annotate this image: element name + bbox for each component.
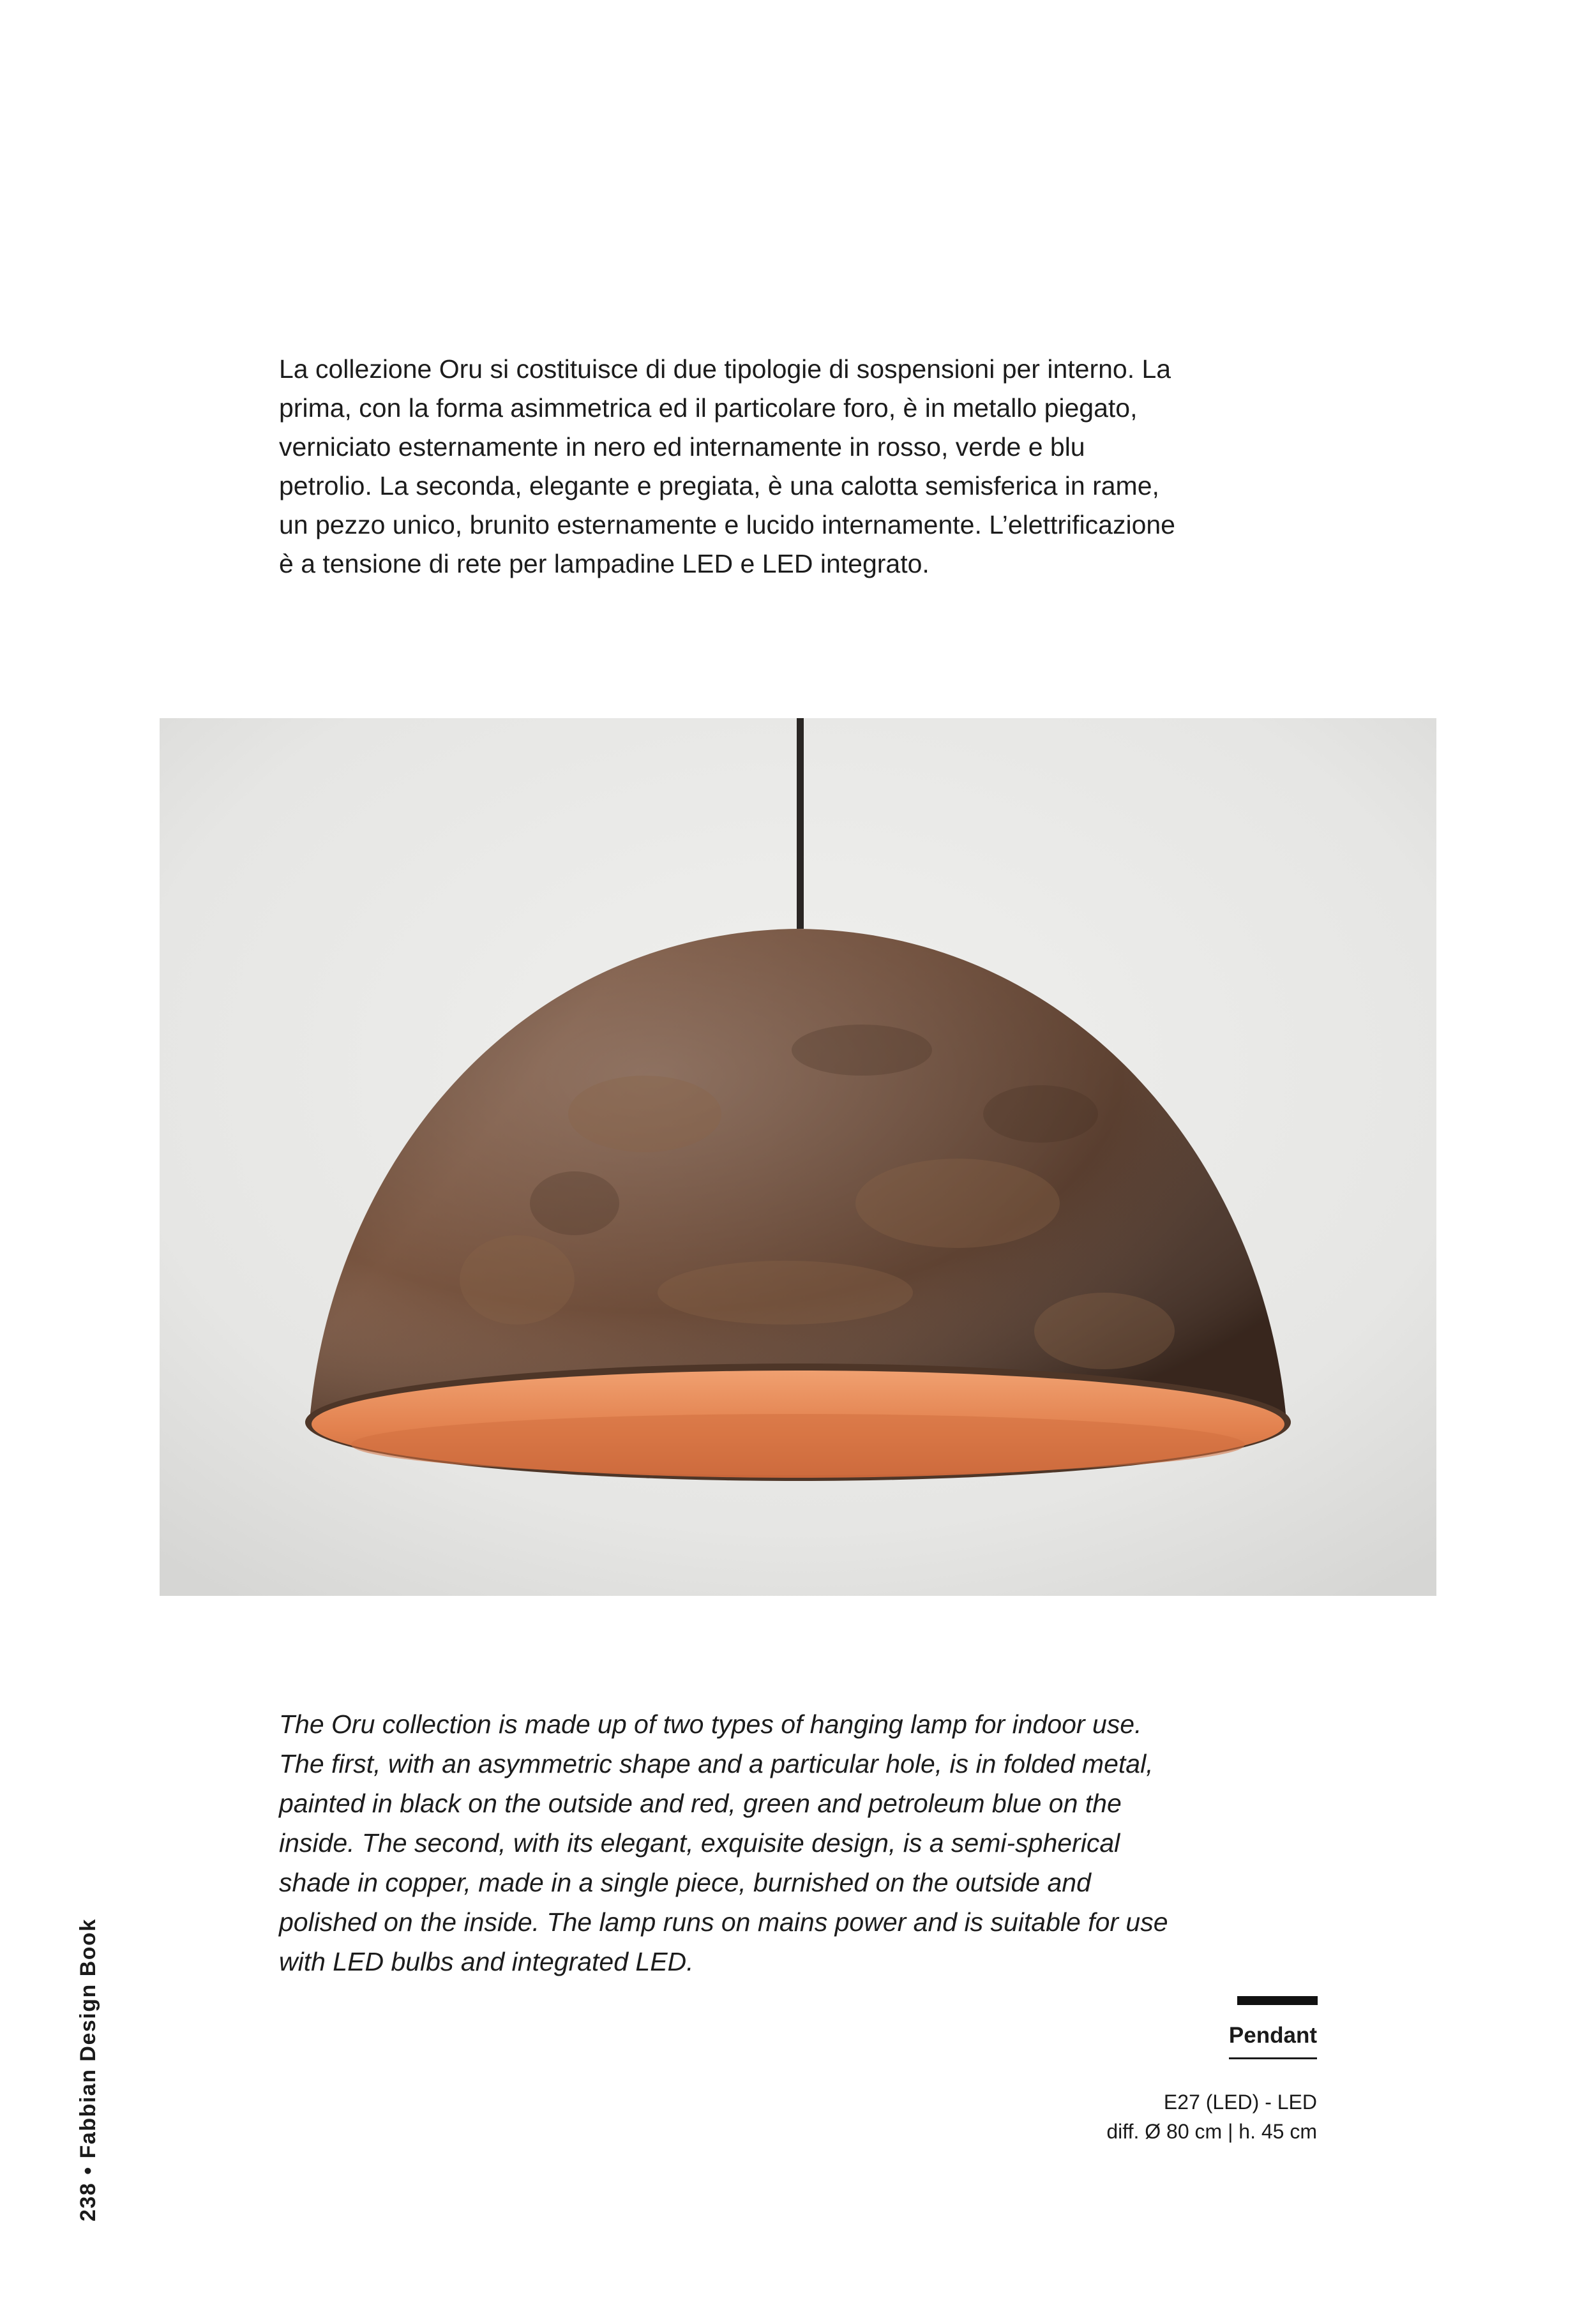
spec-divider-bar	[1237, 1996, 1318, 2005]
book-title: Fabbian Design Book	[76, 1918, 100, 2159]
intro-en-line: The first, with an asymmetric shape and a particular hole, is in folded metal,	[279, 1749, 1154, 1778]
bullet-separator: •	[76, 2166, 100, 2175]
spec-details	[1106, 2087, 1317, 2146]
spec-product-type: Pendant	[1229, 2020, 1317, 2059]
spec-dimensions: diff. Ø 80 cm | h. 45 cm	[1106, 2120, 1317, 2143]
intro-en-line: The Oru collection is made up of two types of hanging lamp for indoor use.	[279, 1709, 1142, 1739]
page-number: 238	[76, 2182, 100, 2221]
product-photo-oru-pendant	[160, 718, 1436, 1596]
intro-en-line: painted in black on the outside and red, green and petroleum blue on the	[279, 1789, 1122, 1818]
intro-en-line: polished on the inside. The lamp runs on mains power and is suitable for use	[279, 1907, 1168, 1937]
intro-en-line: shade in copper, made in a single piece, burnished on the outside and	[279, 1868, 1091, 1897]
page-folio	[75, 1918, 101, 2221]
intro-it-line: prima, con la forma asimmetrica ed il particolare foro, è in metallo piegato,	[279, 393, 1138, 423]
spec-light-source: E27 (LED) - LED	[1163, 2091, 1317, 2114]
intro-en-line: with LED bulbs and integrated LED.	[279, 1947, 694, 1976]
intro-it-line: un pezzo unico, brunito esternamente e lucido internamente. L’elettrificazione	[279, 510, 1175, 539]
intro-it-line: La collezione Oru si costituisce di due tipologie di sospensioni per interno. La	[279, 354, 1171, 384]
intro-en-line: inside. The second, with its elegant, exquisite design, is a semi-spherical	[279, 1828, 1120, 1858]
intro-italian	[279, 350, 1237, 583]
intro-it-line: è a tensione di rete per lampadine LED e LED integrato.	[279, 549, 930, 578]
intro-it-line: petrolio. La seconda, elegante e pregiata, è una calotta semisferica in rame,	[279, 471, 1159, 500]
intro-english	[279, 1704, 1237, 1981]
intro-it-line: verniciato esternamente in nero ed internamente in rosso, verde e blu	[279, 432, 1085, 462]
